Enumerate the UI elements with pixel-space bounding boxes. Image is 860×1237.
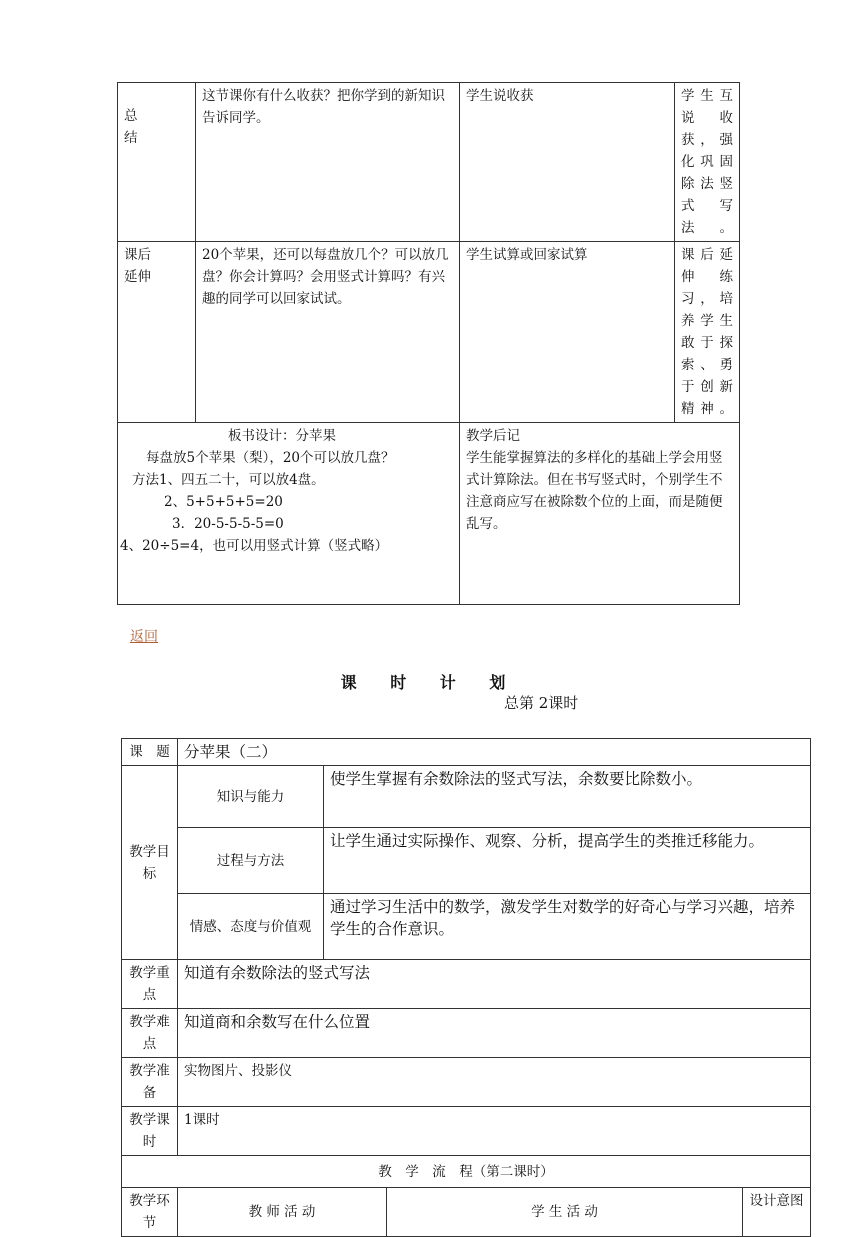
board-line-2: 方法1、四五二十，可以放4盘。 [132,472,325,488]
extension-student-activity: 学生试算或回家试算 [460,242,675,423]
goal-row-knowledge [122,766,811,828]
goal-attitude-text: 通过学习生活中的数学，激发学生对数学的好奇心与学习兴趣，培养学生的合作意识。 [324,894,811,960]
topic-value: 分苹果（二） [178,739,811,766]
board-line-1: 每盘放5个苹果（梨），20个可以放几盘？ [146,450,395,466]
goal-process-text: 让学生通过实际操作、观察、分析，提高学生的类推迁移能力。 [324,828,811,894]
goals-label: 教学目标 [122,766,178,960]
difficulty-value: 知道商和余数写在什么位置 [178,1009,811,1058]
plan-title: 课 时 计 划 [340,673,520,692]
extension-teacher-activity: 20个苹果，还可以每盘放几个？可以放几盘？你会计算吗？会用竖式计算吗？有兴趣的同学可以回家试试。 [196,242,460,423]
summary-row [118,83,740,242]
prep-value: 实物图片、投影仪 [178,1058,811,1107]
key-point-row [122,960,811,1009]
hours-row [122,1107,811,1156]
hours-label: 教学课时 [122,1107,178,1156]
afterword-text: 学生能掌握算法的多样化的基础上学会用竖式计算除法。但在书写竖式时，个别学生不注意商应写在被除数个位的上面，而是随便乱写。 [466,450,723,532]
col-intent-header: 设计意图 [743,1188,811,1237]
afterword-title: 教学后记 [466,428,520,444]
summary-label: 总 结 [118,83,196,242]
col-teacher-header: 教 师 活 动 [178,1188,387,1237]
difficulty-row [122,1009,811,1058]
board-row [118,423,740,605]
extension-design-intent: 课后延伸练习，培养学生敢于探索、勇于创新精神。 [675,242,740,423]
flow-header-row [122,1188,811,1237]
plan-subtitle: 总第 2课时 [504,694,579,712]
topic-label: 课 题 [122,739,178,766]
back-link[interactable]: 返回 [130,629,158,645]
flow-title: 教 学 流 程（第二课时） [122,1156,811,1188]
summary-student-activity: 学生说收获 [460,83,675,242]
key-point-value: 知道有余数除法的竖式写法 [178,960,811,1009]
prep-label: 教学准备 [122,1058,178,1107]
goal-row-attitude [122,894,811,960]
board-line-5: 4、20÷5=4，也可以用竖式计算（竖式略） [120,538,389,554]
key-point-label: 教学重点 [122,960,178,1009]
lesson-table-part1 [117,82,740,605]
board-line-4: 3．20-5-5-5-5=0 [172,516,284,532]
goal-attitude-label: 情感、态度与价值观 [178,894,324,960]
goal-knowledge-text: 使学生掌握有余数除法的竖式写法，余数要比除数小。 [324,766,811,828]
summary-design-intent: 学生互说收获，强化巩固除法竖式写法。 [675,83,740,242]
goal-process-label: 过程与方法 [178,828,324,894]
afterword-cell [460,423,740,605]
board-design-cell [118,423,460,605]
topic-row [122,739,811,766]
extension-row [118,242,740,423]
goal-knowledge-label: 知识与能力 [178,766,324,828]
difficulty-label: 教学难点 [122,1009,178,1058]
prep-row [122,1058,811,1107]
col-student-header: 学 生 活 动 [387,1188,743,1237]
flow-title-row [122,1156,811,1188]
extension-label: 课后 延伸 [118,242,196,423]
board-line-3: 2、5+5+5+5=20 [164,494,283,510]
summary-teacher-activity: 这节课你有什么收获？把你学到的新知识告诉同学。 [196,83,460,242]
hours-value: 1课时 [178,1107,811,1156]
goal-row-process [122,828,811,894]
col-stage-header: 教学环节 [122,1188,178,1237]
lesson-plan-table [121,738,811,1237]
board-title: 板书设计：分苹果 [228,428,336,444]
